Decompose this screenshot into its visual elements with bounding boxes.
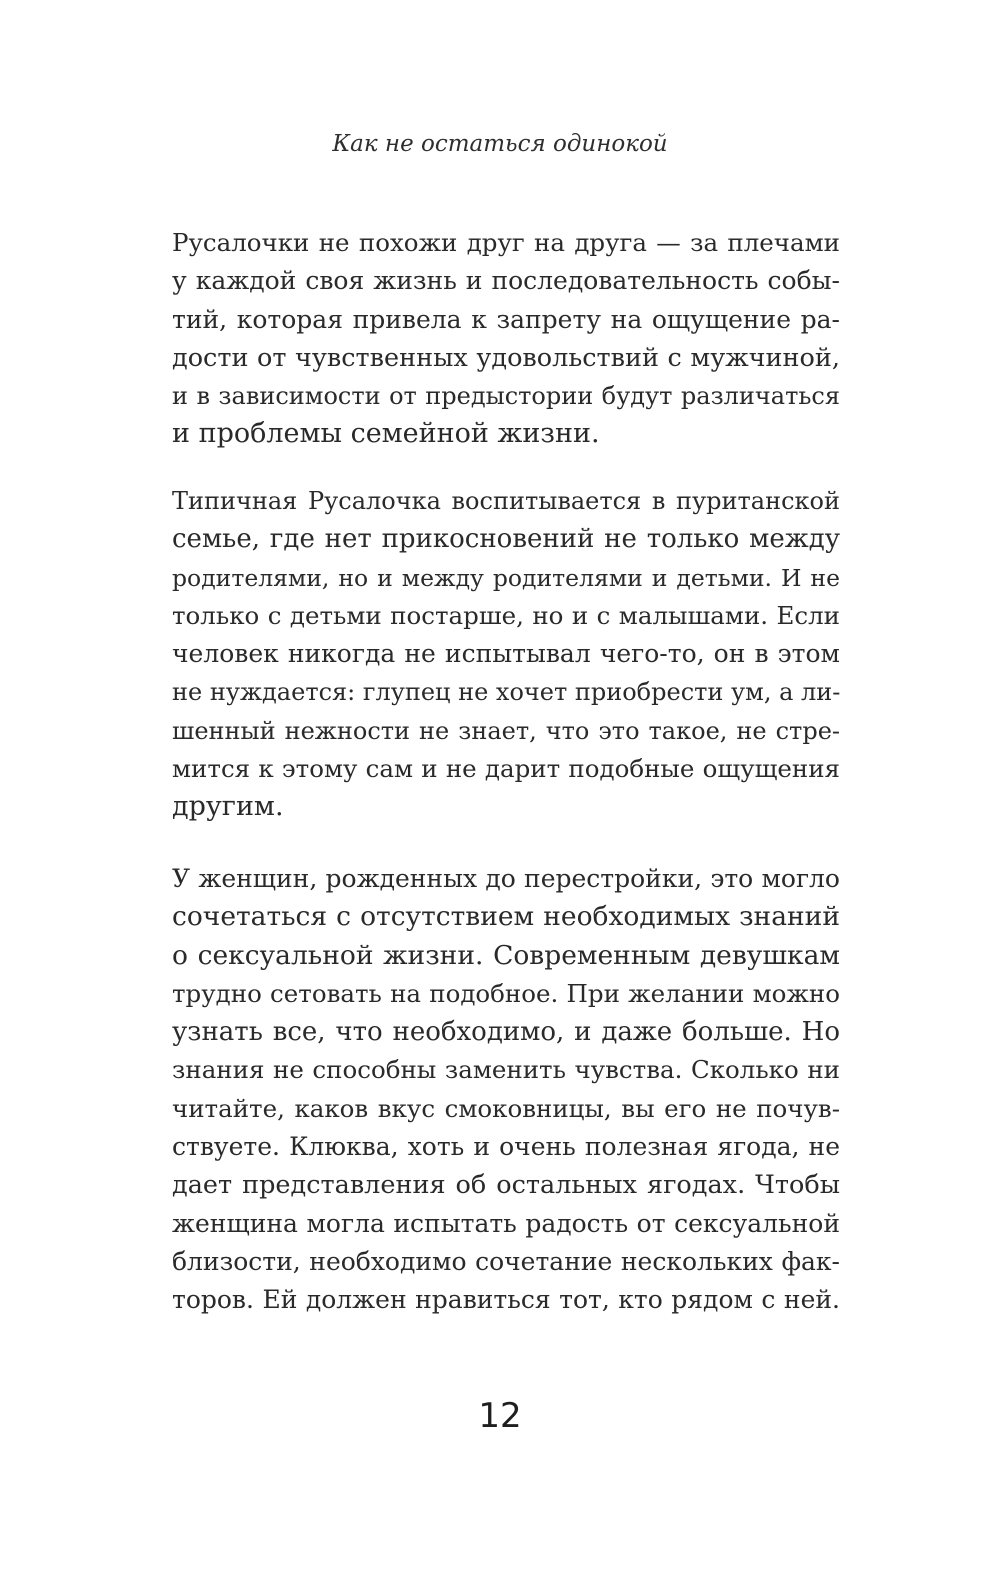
running-head-title: Как не остаться одинокой bbox=[332, 131, 668, 157]
text-line: только с детьми постарше, но и с малышами. Если bbox=[172, 600, 840, 630]
text-line: не нуждается: глупец не хочет приобрести ум, а ли- bbox=[172, 678, 841, 707]
text-line: дает представления об остальных ягодах. Чтобы bbox=[172, 1170, 840, 1201]
text-line: и проблемы семейной жизни. bbox=[172, 418, 600, 450]
text-line: семье, где нет прикосновений не только между bbox=[172, 524, 840, 555]
text-line: и в зависимости от предыстории будут различаться bbox=[172, 382, 840, 411]
text-line: сочетаться с отсутствием необходимых знаний bbox=[172, 901, 840, 933]
text-line: о сексуальной жизни. Современным девушкам bbox=[172, 939, 840, 971]
text-line: у каждой своя жизнь и последовательность собы- bbox=[172, 266, 840, 296]
text-line: знания не способны заменить чувства. Сколько ни bbox=[172, 1055, 840, 1085]
text-line: женщина могла испытать радость от сексуальной bbox=[172, 1208, 840, 1238]
paragraph-2 bbox=[172, 482, 840, 827]
text-line: У женщин, рожденных до перестройки, это могло bbox=[172, 864, 840, 893]
text-line: Русалочки не похожи друг на друга — за плечами bbox=[172, 228, 840, 257]
text-line: торов. Ей должен нравиться тот, кто рядом с ней. bbox=[172, 1285, 840, 1315]
text-line: дости от чувственных удовольствий с мужчиной, bbox=[172, 342, 840, 373]
page-number: 12 bbox=[478, 1396, 522, 1436]
text-line: близости, необходимо сочетание нескольких фак- bbox=[172, 1246, 840, 1276]
text-line: трудно сетовать на подобное. При желании можно bbox=[172, 978, 840, 1008]
text-line: Типичная Русалочка воспитывается в пуританской bbox=[172, 487, 840, 515]
text-line: читайте, каков вкус смоковницы, вы его не почув- bbox=[172, 1093, 840, 1123]
text-line: ствуете. Клюква, хоть и очень полезная ягода, не bbox=[172, 1132, 840, 1162]
text-line: тий, которая привела к запрету на ощущение ра- bbox=[172, 304, 840, 334]
text-line: мится к этому сам и не дарит подобные ощущения bbox=[172, 754, 840, 784]
text-line: узнать все, что необходимо, и даже больше. Но bbox=[172, 1017, 840, 1048]
text-line: шенный нежности не знает, что это такое, не стре- bbox=[172, 716, 840, 745]
text-line: другим. bbox=[172, 791, 284, 823]
paragraph-3 bbox=[172, 860, 840, 1320]
text-line: человек никогда не испытывал чего-то, он в этом bbox=[172, 639, 840, 669]
text-line: родителями, но и между родителями и детьми. И не bbox=[172, 563, 840, 592]
paragraph-1 bbox=[172, 224, 840, 454]
